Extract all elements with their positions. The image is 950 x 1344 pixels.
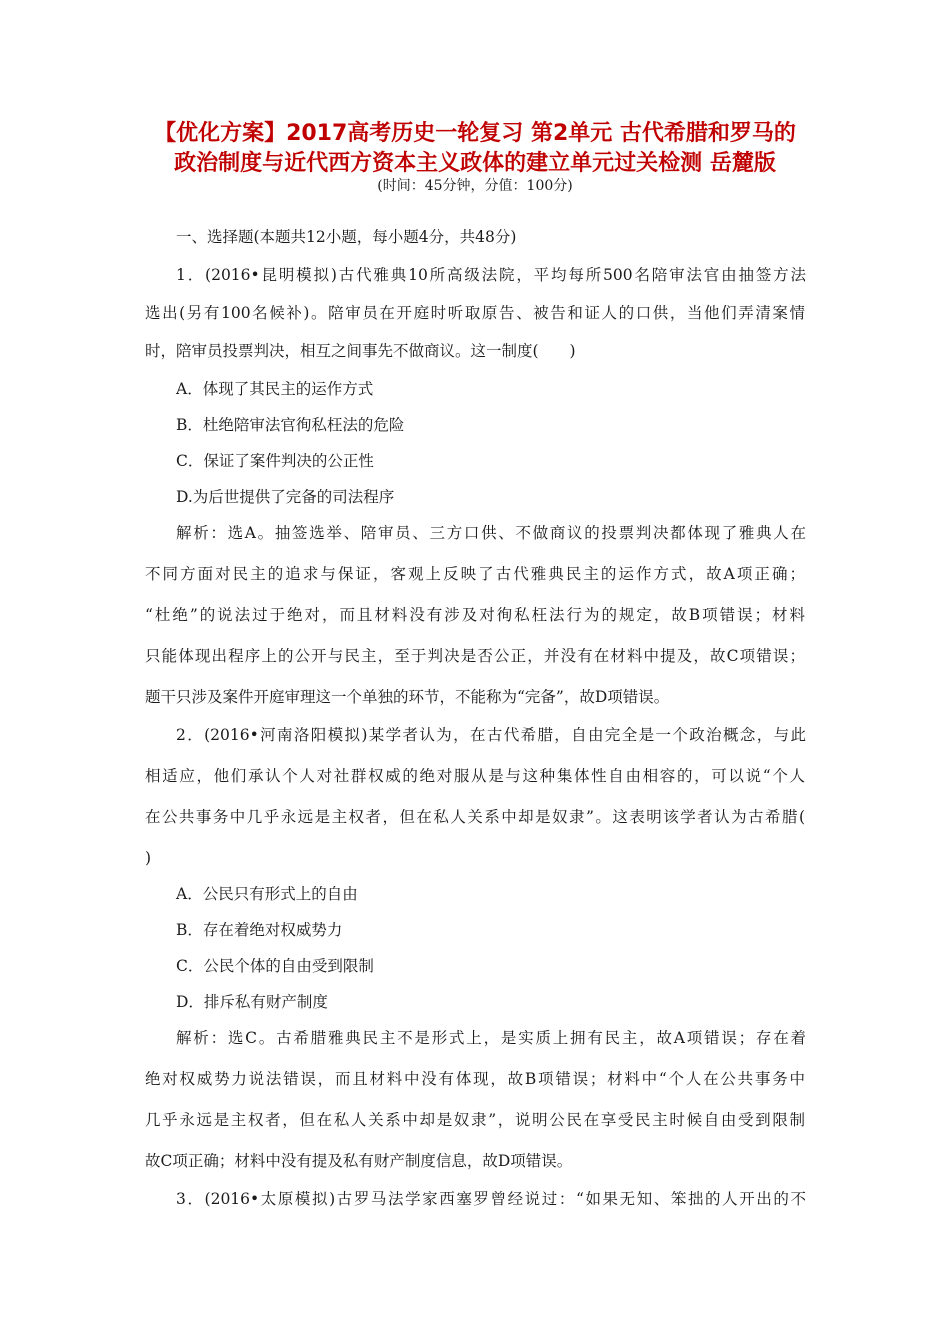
- q1-analysis-line: 解析：选A。抽签选举、陪审员、三方口供、不做商议的投票判决都体现了雅典人在: [176, 524, 806, 542]
- q2-stem-line: 相适应，他们承认个人对社群权威的绝对服从是与这种集体性自由相容的，可以说“个人: [145, 767, 805, 785]
- q2-analysis-line: 绝对权威势力说法错误，而且材料中没有体现，故B项错误；材料中“个人在公共事务中: [145, 1070, 805, 1088]
- q2-analysis-line: 解析：选C。古希腊雅典民主不是形式上，是实质上拥有民主，故A项错误；存在着: [176, 1029, 806, 1047]
- q2-option-b: B．存在着绝对权威势力: [176, 921, 343, 939]
- q2-option-c: C．公民个体的自由受到限制: [176, 957, 374, 975]
- q2-stem-line: 在公共事务中几乎永远是主权者，但在私人关系中却是奴隶”。这表明该学者认为古希腊(: [145, 808, 805, 826]
- q1-option-d: D.为后世提供了完备的司法程序: [176, 488, 395, 506]
- q1-analysis-line: 不同方面对民主的追求与保证，客观上反映了古代雅典民主的运作方式，故A项正确；: [145, 565, 805, 583]
- q2-option-a: A．公民只有形式上的自由: [176, 885, 358, 903]
- section-heading: 一、选择题(本题共12小题，每小题4分，共48分): [176, 228, 517, 246]
- q2-option-d: D．排斥私有财产制度: [176, 993, 328, 1011]
- q1-analysis-line: 只能体现出程序上的公开与民主，至于判决是否公正，并没有在材料中提及，故C项错误；: [145, 647, 805, 665]
- q1-stem-line: 时，陪审员投票判决，相互之间事先不做商议。这一制度( ): [145, 342, 576, 360]
- document-title-line-2: 政治制度与近代西方资本主义政体的建立单元过关检测 岳麓版: [174, 151, 776, 176]
- q3-stem-line: 3．(2016•太原模拟)古罗马法学家西塞罗曾经说过：“如果无知、笨拙的人开出的不: [176, 1190, 806, 1208]
- document-title-line-1: 【优化方案】2017高考历史一轮复习 第2单元 古代希腊和罗马的: [154, 121, 796, 146]
- q1-analysis-line: “杜绝”的说法过于绝对，而且材料没有涉及对徇私枉法行为的规定，故B项错误；材料: [145, 606, 805, 624]
- q1-option-c: C．保证了案件判决的公正性: [176, 452, 374, 470]
- q1-option-b: B．杜绝陪审法官徇私枉法的危险: [176, 416, 405, 434]
- q1-stem-line: 选出(另有100名候补)。陪审员在开庭时听取原告、被告和证人的口供，当他们弄清案情: [145, 304, 805, 322]
- q2-stem-line: 2．(2016•河南洛阳模拟)某学者认为，在古代希腊，自由完全是一个政治概念，与此: [176, 726, 806, 744]
- time-score-info: (时间：45分钟，分值：100分): [377, 178, 573, 194]
- q1-stem-line: 1．(2016•昆明模拟)古代雅典10所高级法院，平均每所500名陪审法官由抽签方法: [176, 266, 806, 284]
- q1-analysis-line: 题干只涉及案件开庭审理这一个单独的环节，不能称为“完备”，故D项错误。: [145, 688, 670, 706]
- q2-analysis-line: 故C项正确；材料中没有提及私有财产制度信息，故D项错误。: [145, 1152, 573, 1170]
- q2-analysis-line: 几乎永远是主权者，但在私人关系中却是奴隶”，说明公民在享受民主时候自由受到限制: [145, 1111, 805, 1129]
- q2-stem-line: ): [145, 849, 152, 867]
- q1-option-a: A．体现了其民主的运作方式: [176, 380, 374, 398]
